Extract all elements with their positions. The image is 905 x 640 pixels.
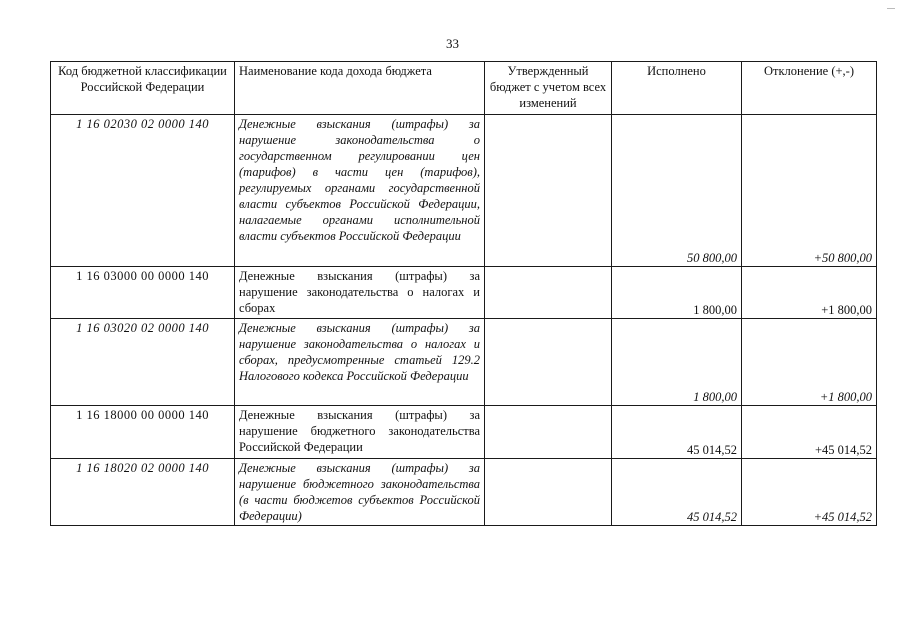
row-code: 1 16 03000 00 0000 140: [51, 267, 235, 319]
table-row: [51, 406, 877, 459]
scan-corner-mark: [887, 8, 895, 12]
row-deviation: +50 800,00: [742, 115, 877, 267]
table-row: [51, 459, 877, 526]
row-executed: 45 014,52: [612, 459, 742, 526]
table-row: [51, 115, 877, 267]
row-deviation: +45 014,52: [742, 459, 877, 526]
row-code: 1 16 18000 00 0000 140: [51, 406, 235, 459]
header-code: Код бюджетной классификации Российской Федерации: [51, 62, 235, 115]
row-name: Денежные взыскания (штрафы) за нарушение законодательства о государственном регулировании цен (тарифов) в части цен (тарифов), регулируемых органами государственной власти субъектов Российской Федерации, налагаемые органами исполнительной власти субъектов Российской Федерации: [235, 115, 485, 267]
row-name: Денежные взыскания (штрафы) за нарушение бюджетного законодательства (в части бюджетов субъектов Российской Федерации): [235, 459, 485, 526]
table-header: [51, 62, 877, 115]
header-row: [51, 62, 877, 115]
row-executed: 45 014,52: [612, 406, 742, 459]
header-executed: Исполнено: [612, 62, 742, 115]
row-name: Денежные взыскания (штрафы) за нарушение законодательства о налогах и сборах, предусмотренные статьей 129.2 Налогового кодекса Российской Федерации: [235, 319, 485, 406]
row-approved: [485, 115, 612, 267]
row-deviation: +45 014,52: [742, 406, 877, 459]
row-name: Денежные взыскания (штрафы) за нарушение законодательства о налогах и сборах: [235, 267, 485, 319]
row-deviation: +1 800,00: [742, 267, 877, 319]
header-name: Наименование кода дохода бюджета: [235, 62, 485, 115]
row-code: 1 16 02030 02 0000 140: [51, 115, 235, 267]
row-deviation: +1 800,00: [742, 319, 877, 406]
table-body: [51, 115, 877, 526]
row-code: 1 16 18020 02 0000 140: [51, 459, 235, 526]
row-code: 1 16 03020 02 0000 140: [51, 319, 235, 406]
row-name: Денежные взыскания (штрафы) за нарушение бюджетного законодательства Российской Федерации: [235, 406, 485, 459]
row-executed: 50 800,00: [612, 115, 742, 267]
page-number: 33: [446, 36, 459, 51]
table-row: [51, 319, 877, 406]
table-row: [51, 267, 877, 319]
header-approved: Утвержденный бюджет с учетом всех изменений: [485, 62, 612, 115]
row-approved: [485, 319, 612, 406]
header-deviation: Отклонение (+,-): [742, 62, 877, 115]
row-executed: 1 800,00: [612, 319, 742, 406]
row-executed: 1 800,00: [612, 267, 742, 319]
row-approved: [485, 459, 612, 526]
row-approved: [485, 267, 612, 319]
revenue-table: [50, 61, 877, 526]
row-approved: [485, 406, 612, 459]
